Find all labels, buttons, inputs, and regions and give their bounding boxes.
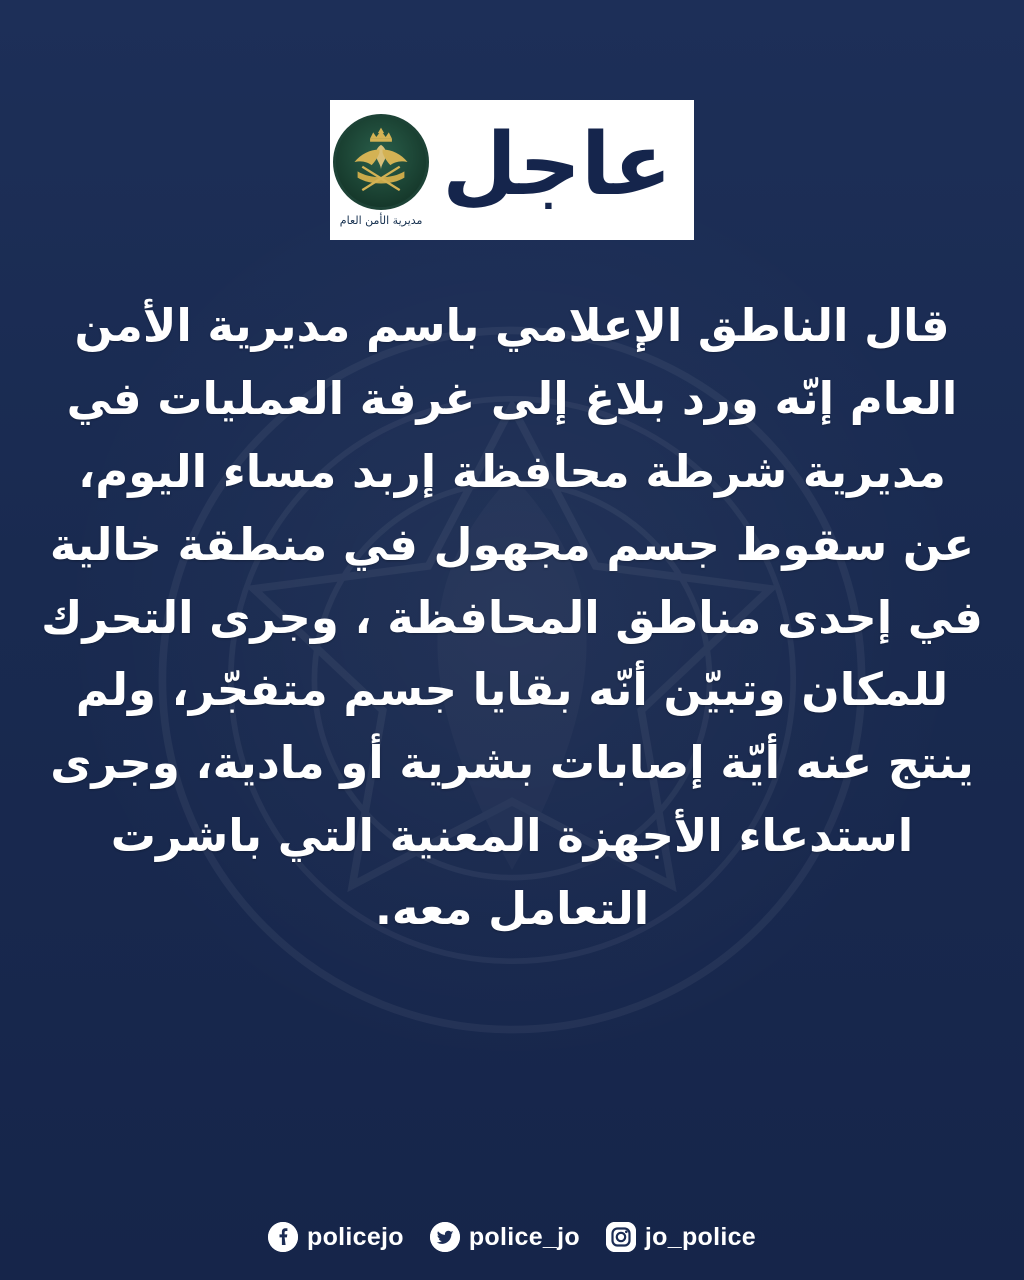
urgent-label: عاجل (442, 115, 672, 215)
crest-caption: مديرية الأمن العام (339, 213, 423, 227)
twitter-icon (430, 1222, 460, 1252)
instagram-handle: jo_police (644, 1222, 756, 1251)
social-footer (0, 1222, 1024, 1252)
social-account-twitter[interactable] (430, 1222, 580, 1252)
social-account-facebook[interactable] (268, 1222, 404, 1252)
twitter-handle: police_jo (468, 1222, 580, 1251)
facebook-handle: policejo (307, 1222, 404, 1251)
facebook-icon (268, 1222, 298, 1252)
jordan-public-security-eagle-crest-icon (333, 114, 429, 210)
announcement-text: قال الناطق الإعلامي باسم مديرية الأمن العام إنّه ورد بلاغ إلى غرفة العمليات في مديرية شرطة محافظة إربد مساء اليوم، عن سقوط جسم مجهول في منطقة خالية في إحدى مناطق المحافظة ، وجرى التحرك للمكان وتبيّن أنّه بقايا جسم متفجّر، ولم ينتج عنه أيّة إصابات بشرية أو مادية، وجرى استدعاء الأجهزة المعنية التي باشرت التعامل معه. (41, 299, 983, 936)
crest (330, 104, 432, 236)
urgent-badge (330, 100, 694, 240)
instagram-icon (606, 1222, 636, 1252)
social-account-instagram[interactable] (606, 1222, 756, 1252)
